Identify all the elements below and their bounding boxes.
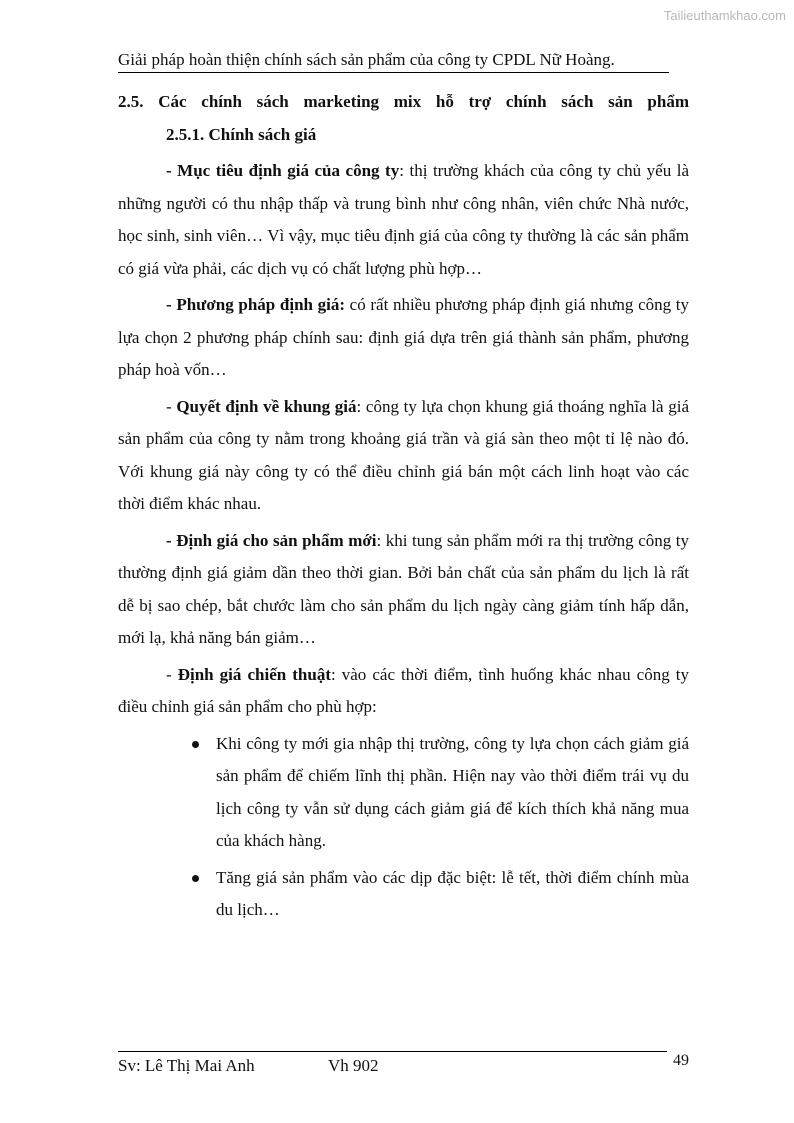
section-heading: 2.5. Các chính sách marketing mix hỗ trợ chính sách sản phẩm bbox=[118, 92, 689, 111]
paragraph-lead: - Phương pháp định giá: bbox=[166, 295, 346, 314]
paragraph-lead: Quyết định về khung giá bbox=[176, 396, 357, 416]
footer-student-name: Sv: Lê Thị Mai Anh bbox=[118, 1056, 255, 1075]
document-body bbox=[118, 86, 689, 927]
paragraph-text: : thị trường khách của công ty chủ yếu là những người có thu nhập thấp và trung bình như công nhân, viên chức Nhà nước, học sinh, sinh viên… Vì vậy, mục tiêu định giá của công ty thường là các sản phẩm có giá vừa phải, các dịch vụ có chất lượng phù hợp… bbox=[118, 161, 690, 278]
paragraph-text: : vào các thời điểm, tình huống khác nhau công ty điều chỉnh giá sản phẩm cho phù hợp: bbox=[118, 664, 689, 716]
paragraph-text: : khi tung sản phẩm mới ra thị trường công ty thường định giá giảm dần theo thời gian. Bởi bản chất của sản phẩm du lịch là rất dễ bị sao chép, bắt chước làm cho sản phẩm du lịch ngày càng giảm tính hấp dẫn, mới lạ, khả năng bán giảm… bbox=[118, 530, 690, 647]
paragraph-lead: - Mục tiêu định giá của công ty bbox=[166, 161, 400, 180]
paragraph-text: có rất nhiều phương pháp định giá nhưng công ty lựa chọn 2 phương pháp chính sau: định giá dựa trên giá thành sản phẩm, phương pháp hoà vốn… bbox=[118, 295, 690, 379]
paragraph-pricing-objective bbox=[118, 155, 689, 285]
bullet-icon bbox=[192, 875, 199, 882]
paragraph-new-product-pricing bbox=[118, 525, 689, 655]
subsection-heading: 2.5.1. Chính sách giá bbox=[166, 124, 317, 144]
bullet-text: Khi công ty mới gia nhập thị trường, công ty lựa chọn cách giảm giá sản phẩm để chiếm lĩnh thị phần. Hiện nay vào thời điểm trái vụ du lịch công ty vẫn sử dụng cách giảm giá để kích thích khả năng mua của khách hàng. bbox=[216, 733, 689, 850]
footer-divider bbox=[118, 1051, 667, 1052]
bullet-item bbox=[216, 728, 689, 858]
paragraph-tactical-pricing bbox=[118, 659, 689, 724]
paragraph-lead: Định giá chiến thuật bbox=[177, 664, 331, 684]
paragraph-pricing-method bbox=[118, 289, 689, 387]
page-header-title: Giải pháp hoàn thiện chính sách sản phẩm của công ty CPDL Nữ Hoàng. bbox=[118, 50, 615, 69]
paragraph-prefix: - bbox=[166, 664, 178, 684]
watermark: Tailieuthamkhao.com bbox=[663, 8, 786, 23]
footer-class-code: Vh 902 bbox=[328, 1056, 379, 1075]
paragraph-lead: - Định giá cho sản phẩm mới bbox=[166, 530, 377, 550]
bullet-text: Tăng giá sản phẩm vào các dịp đặc biệt: lễ tết, thời điểm chính mùa du lịch… bbox=[216, 867, 689, 919]
paragraph-price-range bbox=[118, 391, 689, 521]
header-divider bbox=[118, 72, 669, 73]
bullet-icon bbox=[192, 741, 199, 748]
paragraph-text: : công ty lựa chọn khung giá thoáng nghĩa là giá sản phẩm của công ty nằm trong khoảng giá trần và giá sàn theo một tỉ lệ nào đó. Với khung giá này công ty có thể điều chỉnh giá bán một cách linh hoạt vào các thời điểm khác nhau. bbox=[118, 396, 689, 513]
paragraph-prefix: - bbox=[166, 396, 177, 416]
bullet-list bbox=[118, 728, 689, 927]
page-number: 49 bbox=[673, 1052, 689, 1069]
bullet-item bbox=[216, 862, 689, 927]
